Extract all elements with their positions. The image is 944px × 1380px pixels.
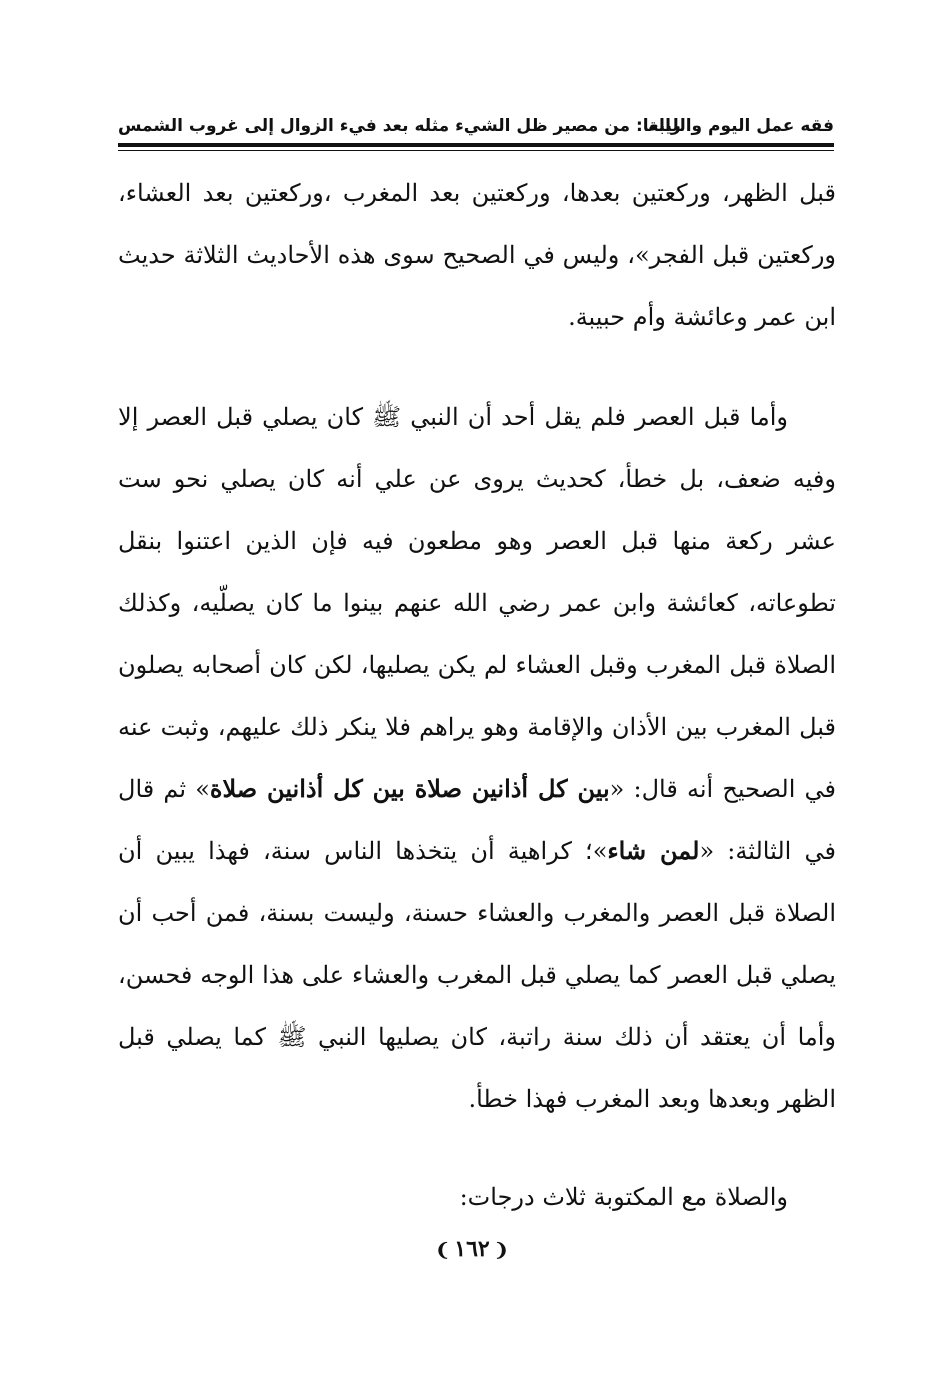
- hadith-quote-1: بين كل أذانين صلاة بين كل أذانين صلاة: [209, 774, 610, 803]
- book-title: فقه عمل اليوم والليلة: [648, 116, 834, 136]
- paragraph-gap: [118, 1130, 836, 1166]
- paragraph-gap: [118, 348, 836, 386]
- paragraph-2-text-a: وأما قبل العصر فلم يقل أحد أن النبي ﷺ كان يصلي قبل العصر إلا وفيه ضعف، بل خطأ، كحديث يروى عن علي أنه كان يصلي نحو ست عشر ركعة منها قبل العصر وهو مطعون فيه فإن الذين اعتنوا بنقل تطوعاته، كعائشة وابن عمر رضي الله عنهم بينوا ما كان يصلّيه، وكذلك الصلاة قبل المغرب وقبل العشاء لم يكن يصليها، لكن كان أصحابه يصلون قبل المغرب بين الأذان والإقامة وهو يراهم فلا ينكر ذلك عليهم، وثبت عنه في الصحيح أنه قال: «: [118, 403, 836, 803]
- chapter-title: رابعا: من مصير ظل الشيء مثله بعد فيء الزوال إلى غروب الشمس: [118, 116, 681, 136]
- paragraph-2: [118, 386, 836, 1130]
- paragraph-2-text-b: » ثم قال في الثالثة: «: [118, 775, 836, 865]
- hadith-quote-2: لمن شاء: [607, 836, 700, 865]
- page-number: [0, 1236, 944, 1262]
- body-text: [118, 162, 836, 1228]
- ornament-left-icon: ❨: [493, 1240, 509, 1261]
- header-rule-thick: [118, 143, 834, 147]
- paragraph-1: قبل الظهر، وركعتين بعدها، وركعتين بعد المغرب ،وركعتين بعد العشاء، وركعتين قبل الفجر»، وليس في الصحيح سوى هذه الأحاديث الثلاثة حديث ابن عمر وعائشة وأم حبيبة.: [118, 179, 836, 331]
- header-rule-thin: [118, 150, 834, 151]
- paragraph-3: والصلاة مع المكتوبة ثلاث درجات:: [459, 1183, 788, 1211]
- running-header: [118, 112, 834, 142]
- paragraph-2-text-c: »؛ كراهية أن يتخذها الناس سنة، فهذا يبين أن الصلاة قبل العصر والمغرب والعشاء حسنة، وليست بسنة، فمن أحب أن يصلي قبل العصر كما يصلي قبل المغرب والعشاء على هذا الوجه فحسن، وأما أن يعتقد أن ذلك سنة راتبة، كان يصليها النبي ﷺ كما يصلي قبل الظهر وبعدها وبعد المغرب فهذا خطأ.: [118, 837, 836, 1113]
- ornament-right-icon: ❩: [435, 1240, 451, 1261]
- page-number-value: ١٦٢: [454, 1236, 490, 1262]
